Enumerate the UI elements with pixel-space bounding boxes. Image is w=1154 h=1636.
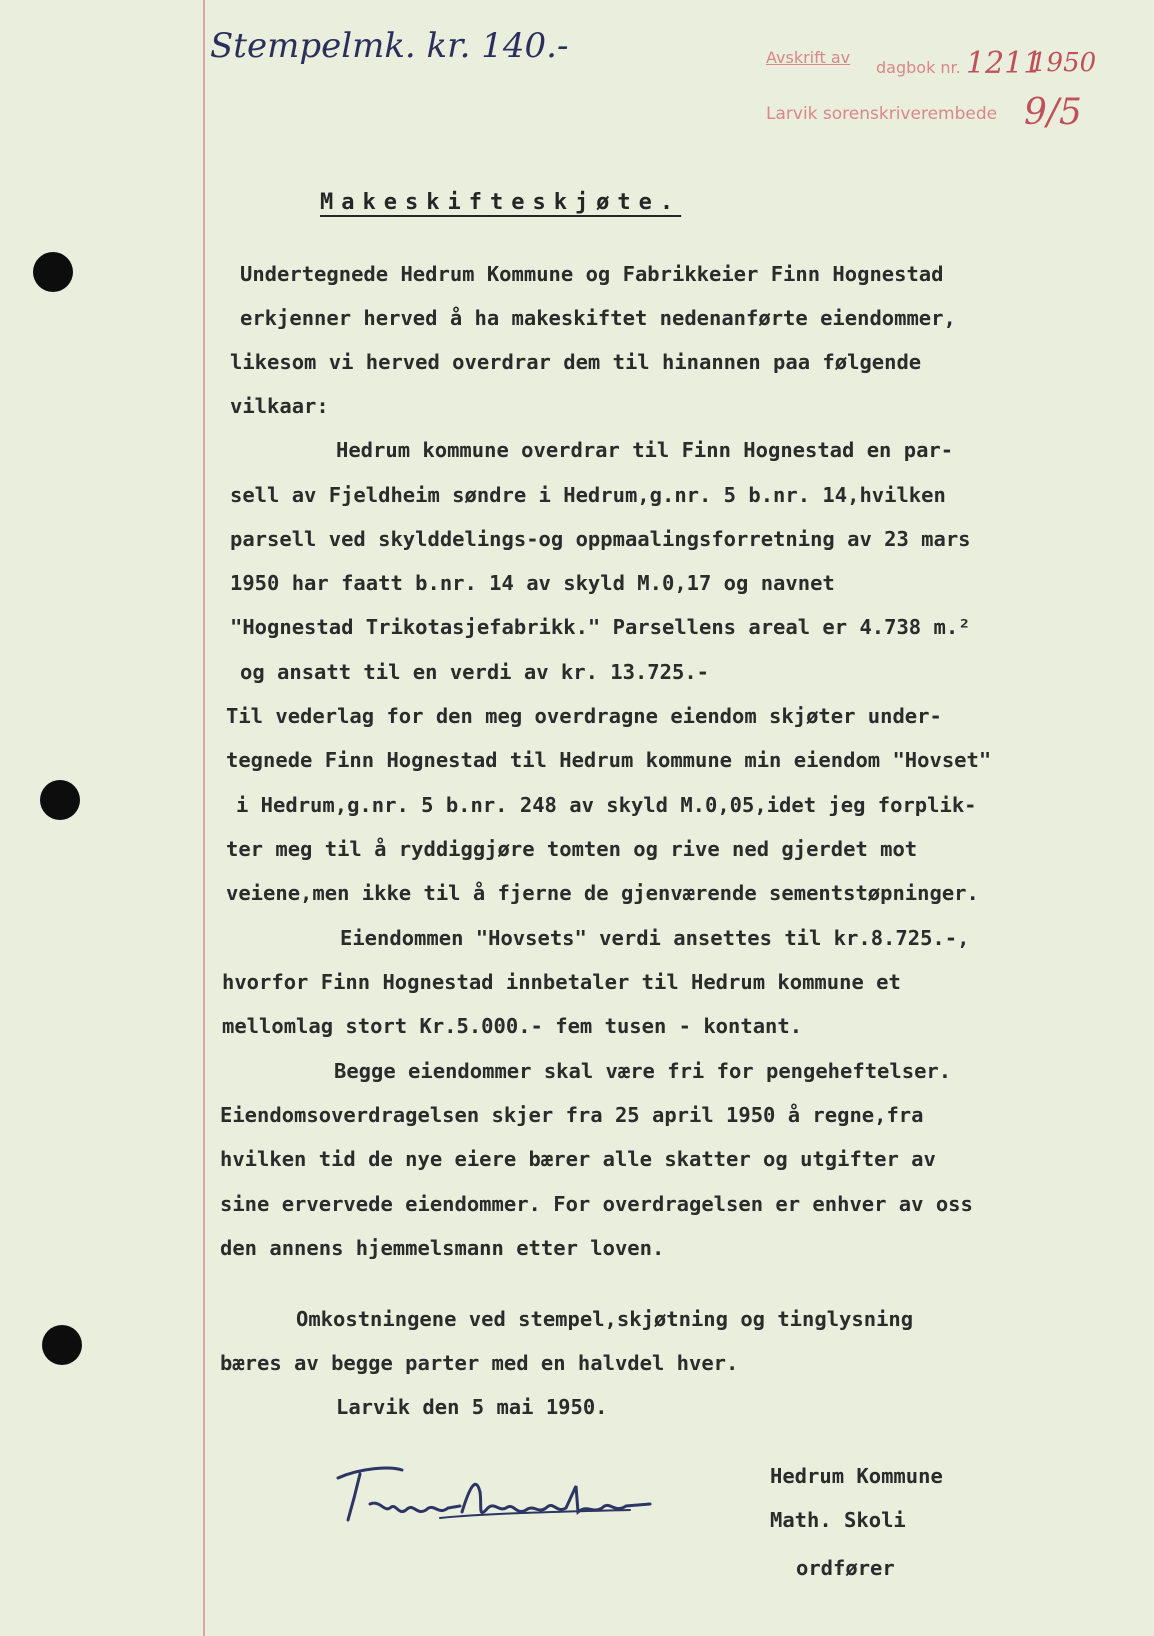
- document-title: Makeskifteskjøte.: [320, 190, 682, 215]
- stamp-office: Larvik sorenskriverembede: [766, 104, 998, 124]
- signatory-municipality: Hedrum Kommune: [770, 1464, 943, 1488]
- body-line: Eiendommen "Hovsets" verdi ansettes til kr.8.725.-,: [340, 926, 970, 950]
- handwritten-stamp-note: Stempelmk. kr. 140.-: [210, 26, 569, 66]
- body-line: erkjenner herved å ha makeskiftet nedenanførte eiendommer,: [240, 306, 956, 330]
- body-line: sine ervervede eiendommer. For overdragelsen er enhver av oss: [220, 1192, 973, 1216]
- body-line: likesom vi herved overdrar dem til hinannen paa følgende: [230, 350, 922, 374]
- body-line: og ansatt til en verdi av kr. 13.725.-: [240, 660, 709, 684]
- margin-line: [203, 0, 205, 1636]
- punch-hole-bottom: [42, 1325, 82, 1365]
- body-line: tegnede Finn Hognestad til Hedrum kommune min eiendom "Hovset": [226, 748, 992, 772]
- body-line: Larvik den 5 mai 1950.: [336, 1395, 608, 1419]
- body-line: sell av Fjeldheim søndre i Hedrum,g.nr. 5 b.nr. 14,hvilken: [230, 483, 946, 507]
- signatory-title: ordfører: [796, 1556, 895, 1580]
- body-line: hvilken tid de nye eiere bærer alle skatter og utgifter av: [220, 1147, 936, 1171]
- stamp-date: 9/5: [1024, 92, 1082, 133]
- body-line: den annens hjemmelsmann etter loven.: [220, 1236, 665, 1260]
- punch-hole-top: [33, 252, 73, 292]
- punch-hole-middle: [40, 780, 80, 820]
- body-line: "Hognestad Trikotasjefabrikk." Parsellens areal er 4.738 m.²: [230, 615, 971, 639]
- signature-finn-hognestad: [330, 1456, 660, 1536]
- body-line: vilkaar:: [230, 394, 329, 418]
- body-line: i Hedrum,g.nr. 5 b.nr. 248 av skyld M.0,05,idet jeg forplik-: [236, 793, 977, 817]
- body-line: mellomlag stort Kr.5.000.- fem tusen - kontant.: [222, 1014, 803, 1038]
- body-line: Hedrum kommune overdrar til Finn Hognestad en par-: [336, 438, 954, 462]
- stamp-label-avskrift: Avskrift av: [766, 48, 851, 67]
- body-line: 1950 har faatt b.nr. 14 av skyld M.0,17 og navnet: [230, 571, 835, 595]
- stamp-label-dagbok: dagbok nr.: [876, 58, 961, 77]
- stamp-year: 1950: [1030, 48, 1097, 78]
- body-line: Eiendomsoverdragelsen skjer fra 25 april 1950 å regne,fra: [220, 1103, 924, 1127]
- body-line: hvorfor Finn Hognestad innbetaler til Hedrum kommune et: [222, 970, 901, 994]
- body-line: veiene,men ikke til å fjerne de gjenværende sementstøpninger.: [226, 881, 979, 905]
- body-line: parsell ved skylddelings-og oppmaalingsforretning av 23 mars: [230, 527, 971, 551]
- body-line: Omkostningene ved stempel,skjøtning og tinglysning: [296, 1307, 914, 1331]
- body-line: Undertegnede Hedrum Kommune og Fabrikkeier Finn Hognestad: [240, 262, 944, 286]
- body-line: Begge eiendommer skal være fri for pengeheftelser.: [334, 1059, 952, 1083]
- signatory-name: Math. Skoli: [770, 1508, 906, 1532]
- stamp-number: 1211: [966, 46, 1043, 81]
- body-line: Til vederlag for den meg overdragne eiendom skjøter under-: [226, 704, 942, 728]
- body-line: bæres av begge parter med en halvdel hver.: [220, 1351, 739, 1375]
- body-line: ter meg til å ryddiggjøre tomten og rive ned gjerdet mot: [226, 837, 918, 861]
